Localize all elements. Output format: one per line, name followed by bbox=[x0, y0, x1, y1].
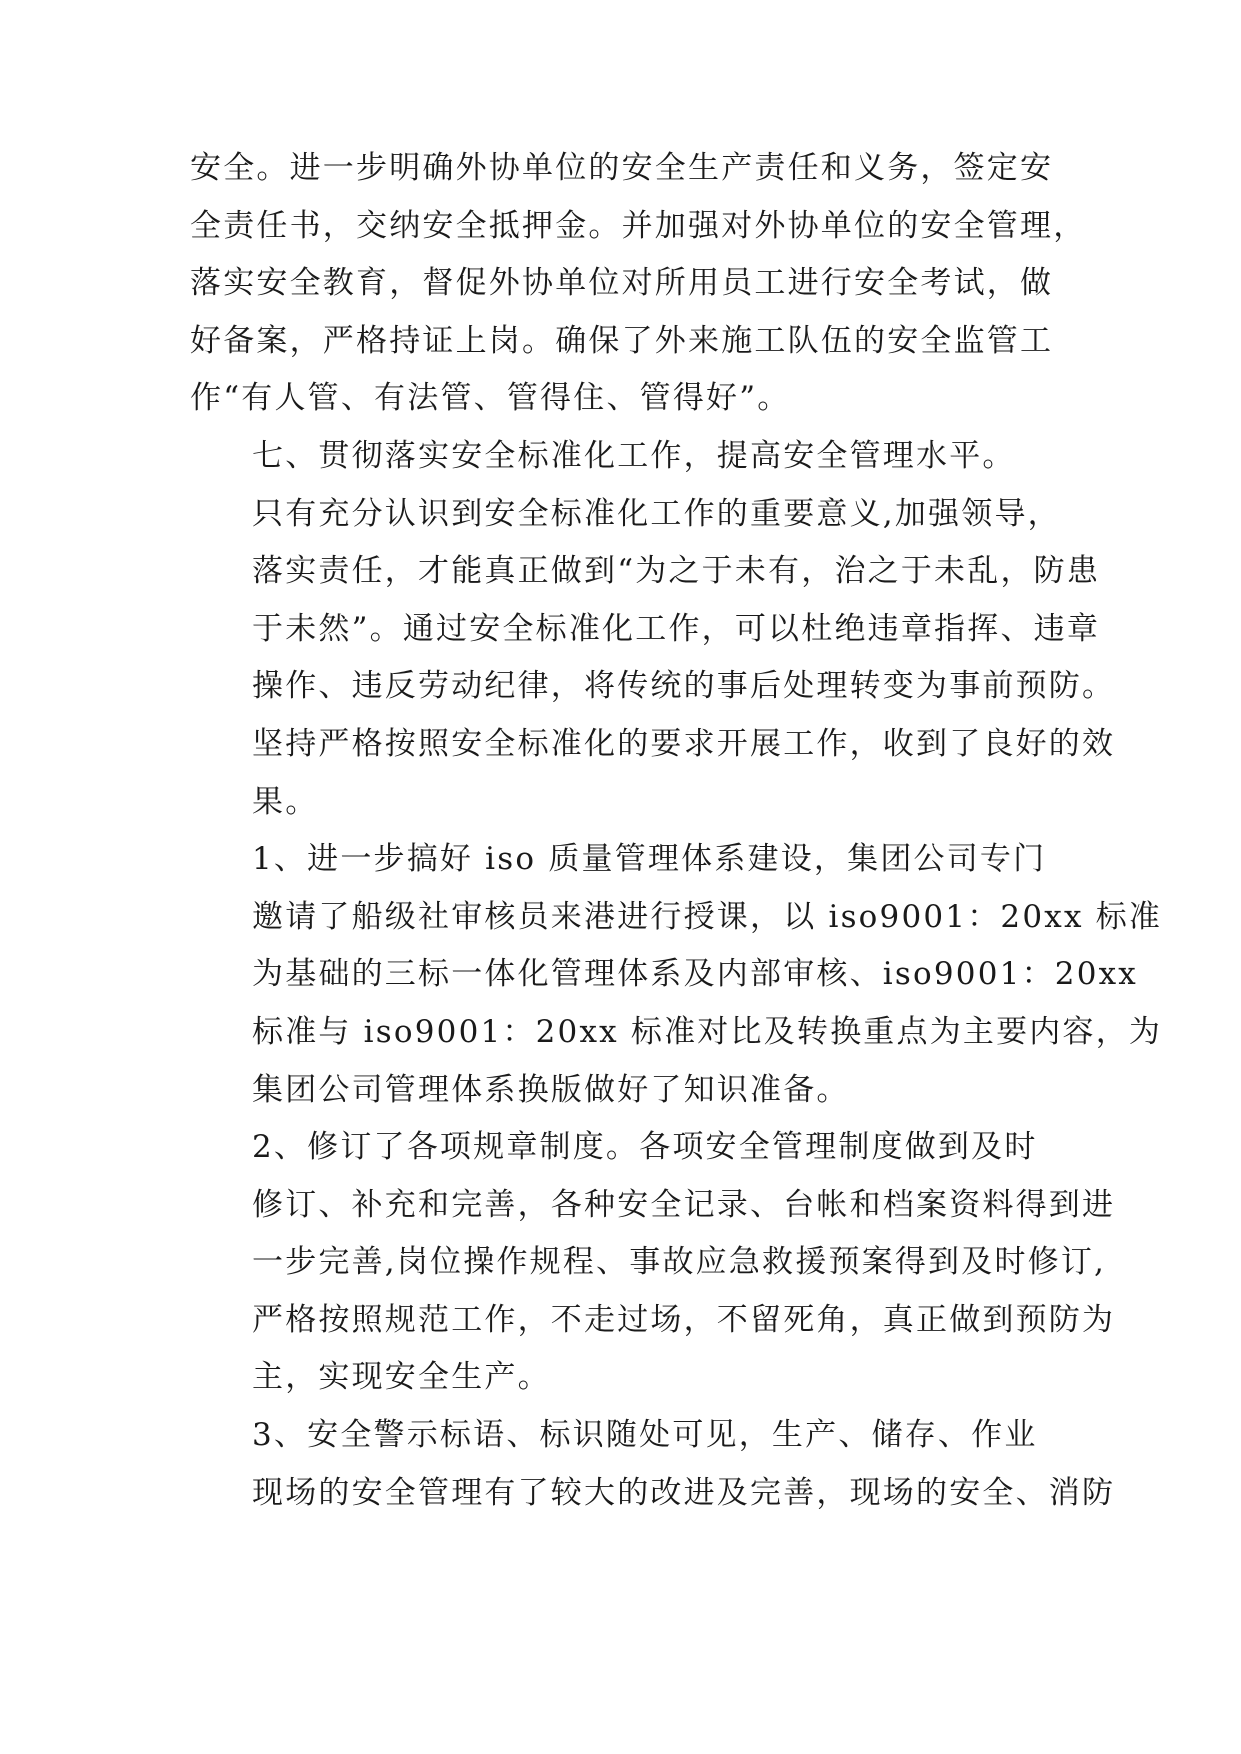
text-line: 1、进一步搞好 iso 质量管理体系建设，集团公司专门 bbox=[252, 841, 1047, 878]
document-body bbox=[190, 140, 1163, 1522]
text-line: 修订、补充和完善，各种安全记录、台帐和档案资料得到进 bbox=[252, 1186, 1116, 1223]
text-line: 邀请了船级社审核员来港进行授课，以 iso9001：20xx 标准 bbox=[252, 898, 1163, 935]
text-line: 七、贯彻落实安全标准化工作，提高安全管理水平。 bbox=[252, 437, 1016, 474]
text-line: 集团公司管理体系换版做好了知识准备。 bbox=[252, 1071, 850, 1108]
paragraph bbox=[190, 1407, 1116, 1522]
text-line: 现场的安全管理有了较大的改进及完善，现场的安全、消防 bbox=[252, 1474, 1116, 1511]
text-line: 落实安全教育，督促外协单位对所用员工进行安全考试，做 bbox=[190, 265, 1054, 302]
text-line: 果。 bbox=[252, 783, 319, 820]
text-line: 操作、违反劳动纪律，将传统的事后处理转变为事前预防。 bbox=[252, 668, 1116, 705]
paragraph bbox=[190, 428, 1070, 486]
text-line: 安全。进一步明确外协单位的安全生产责任和义务，签定安 bbox=[190, 150, 1054, 186]
paragraph bbox=[190, 831, 1163, 1119]
text-line: 一步完善,岗位操作规程、事故应急救援预案得到及时修订, bbox=[252, 1244, 1107, 1281]
paragraph bbox=[190, 486, 1116, 832]
text-line: 全责任书，交纳安全抵押金。并加强对外协单位的安全管理， bbox=[190, 207, 1087, 244]
text-line: 3、安全警示标语、标识随处可见，生产、储存、作业 bbox=[252, 1417, 1038, 1454]
text-line: 于未然”。通过安全标准化工作，可以杜绝违章指挥、违章 bbox=[252, 610, 1101, 647]
text-line: 只有充分认识到安全标准化工作的重要意义,加强领导， bbox=[252, 495, 1061, 532]
text-line: 作“有人管、有法管、管得住、管得好”。 bbox=[190, 380, 791, 417]
text-line: 落实责任，才能真正做到“为之于未有，治之于未乱，防患 bbox=[252, 553, 1101, 590]
text-line: 坚持严格按照安全标准化的要求开展工作，收到了良好的效 bbox=[252, 725, 1116, 762]
text-line: 为基础的三标一体化管理体系及内部审核、iso9001：20xx bbox=[252, 956, 1138, 993]
text-line: 主，实现安全生产。 bbox=[252, 1359, 551, 1396]
paragraph bbox=[190, 140, 1087, 428]
paragraph bbox=[190, 1119, 1116, 1407]
text-line: 好备案，严格持证上岗。确保了外来施工队伍的安全监管工 bbox=[190, 322, 1054, 359]
text-line: 2、修订了各项规章制度。各项安全管理制度做到及时 bbox=[252, 1129, 1038, 1166]
text-line: 严格按照规范工作，不走过场，不留死角，真正做到预防为 bbox=[252, 1301, 1116, 1338]
text-line: 标准与 iso9001：20xx 标准对比及转换重点为主要内容，为 bbox=[252, 1013, 1163, 1050]
